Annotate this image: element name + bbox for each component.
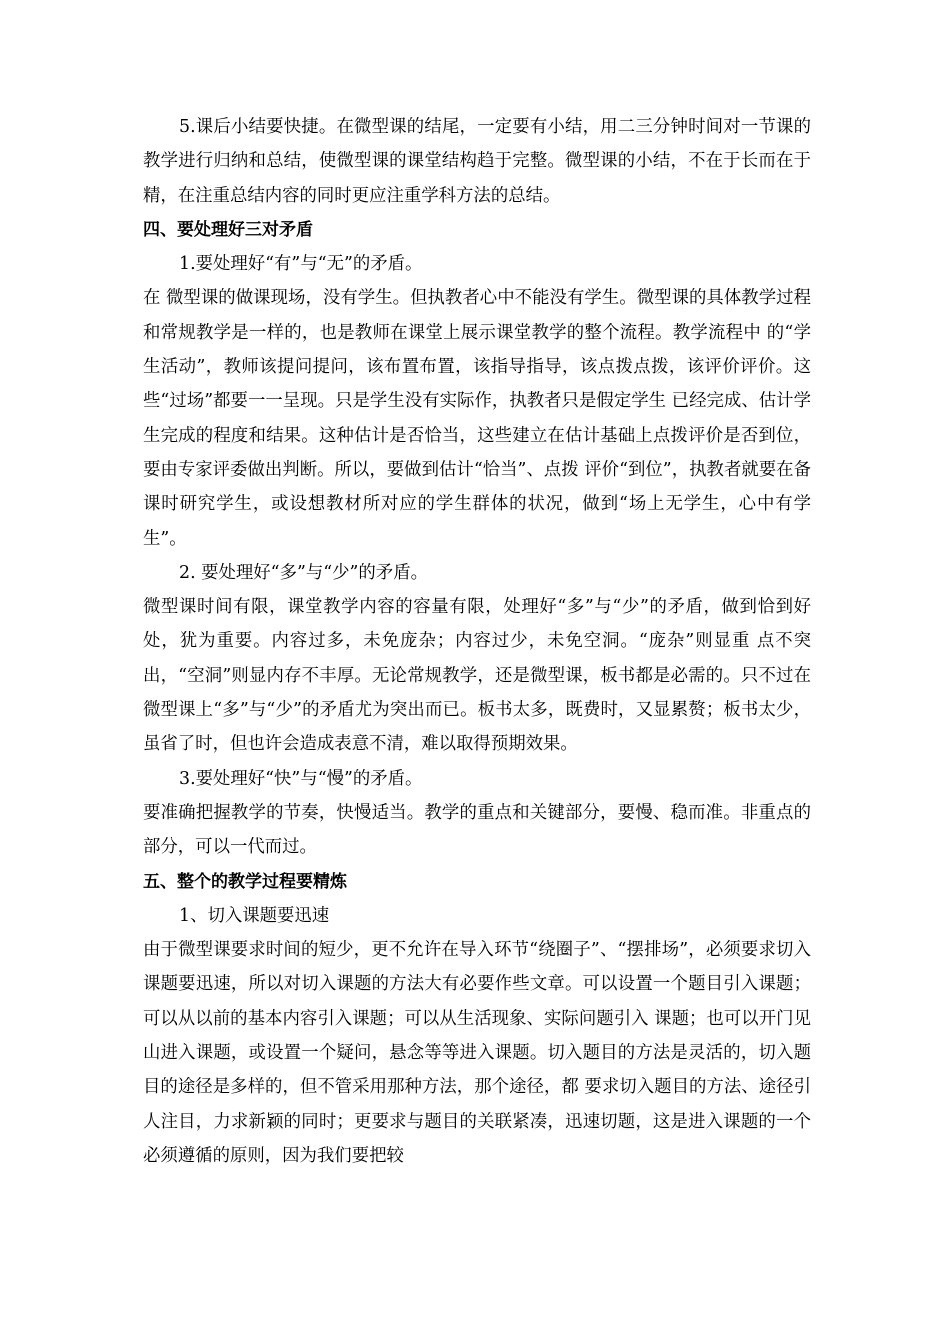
subheading-kuai-man: 3.要处理好“快”与“慢”的矛盾。 [179,768,423,789]
section-heading-four: 四、要处理好三对矛盾 [143,219,313,240]
section-heading-five: 五、整个的教学过程要精炼 [143,871,347,892]
paragraph-duo-shao: 微型课时间有限，课堂教学内容的容量有限，处理好“多”与“少”的矛盾，做到恰到好处，犹为重要。内容过多，未免庞杂；内容过少，未免空洞。“庞杂”则显重 点不突出，“空洞”则显内存不丰厚。无论常规教学，还是微型课，板书都是必需的。只不过在微型课上“多”与“少”的矛盾尤为突出而已。板书太多，既费时，又显累赘；板书太少，虽省了时，但也许会造成表意不清，难以取得预期效果。 [143,597,811,755]
subheading-duo-shao: 2. 要处理好“多”与“少”的矛盾。 [179,562,428,583]
document-page [143,110,811,1173]
paragraph-you-wu: 在 微型课的做课现场，没有学生。但执教者心中不能没有学生。微型课的具体教学过程和常规教学是一样的，也是教师在课堂上展示课堂教学的整个流程。教学流程中 的“学生活动”，教师该提问提问，该布置布置，该指导指导，该点拨点拨，该评价评价。这些“过场”都要一一呈现。只是学生没有实际作，执教者只是假定学生 已经完成、估计学生完成的程度和结果。这种估计是否恰当，这些建立在估计基础上点拨评价是否到位，要由专家评委做出判断。所以，要做到估计“恰当”、点拨 评价“到位”，执教者就要在备课时研究学生，或设想教材所对应的学生群体的状况，做到“场上无学生，心中有学生”。 [143,288,811,549]
paragraph-summary: 5.课后小结要快捷。在微型课的结尾，一定要有小结，用二三分钟时间对一节课的教学进行归纳和总结，使微型课的课堂结构趋于完整。微型课的小结，不在于长而在于精，在注重总结内容的同时更应注重学科方法的总结。 [143,117,811,206]
paragraph-qieru: 由于微型课要求时间的短少，更不允许在导入环节“绕圈子”、“摆排场”，必须要求切入课题要迅速，所以对切入课题的方法大有必要作些文章。可以设置一个题目引入课题；可以从以前的基本内容引入课题；可以从生活现象、实际问题引入 课题；也可以开门见山进入课题，或设置一个疑问，悬念等等进入课题。切入题目的方法是灵活的，切入题目的途径是多样的，但不管采用那种方法，那个途径，都 要求切入题目的方法、途径引人注目，力求新颖的同时；更要求与题目的关联紧凑，迅速切题，这是进入课题的一个必须遵循的原则，因为我们要把较 [143,940,811,1166]
subheading-qieru: 1、切入课题要迅速 [179,905,330,926]
subheading-you-wu: 1.要处理好“有”与“无”的矛盾。 [179,254,423,275]
paragraph-kuai-man: 要准确把握教学的节奏，快慢适当。教学的重点和关键部分，要慢、稳而准。非重点的部分，可以一代而过。 [143,802,811,858]
